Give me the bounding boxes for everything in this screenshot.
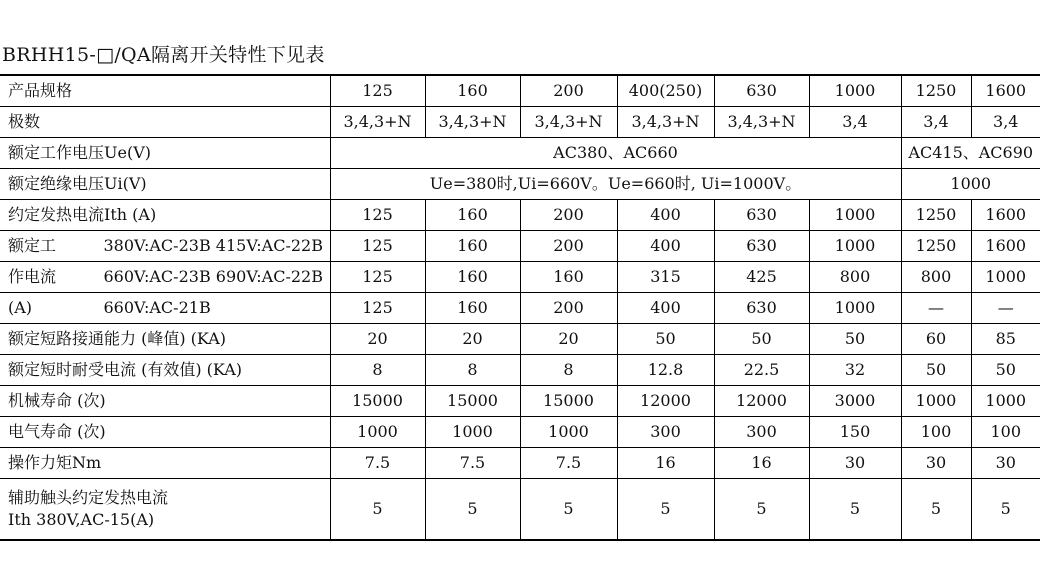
making-cell: 85 xyxy=(971,324,1040,355)
elec-cell: 1000 xyxy=(425,417,520,448)
ie-category: 660V:AC-21B xyxy=(103,298,211,317)
ith-cell: 1600 xyxy=(971,200,1040,231)
aux-cell: 5 xyxy=(617,479,714,541)
elec-cell: 1000 xyxy=(520,417,617,448)
ie-cell: — xyxy=(971,293,1040,324)
ie-cell: 125 xyxy=(330,231,425,262)
table-row-shorttime xyxy=(0,355,1040,386)
spec-table xyxy=(0,74,1040,541)
ui-label: 额定绝缘电压Ui(V) xyxy=(0,169,330,200)
ith-cell: 630 xyxy=(714,200,809,231)
ie-cell: 400 xyxy=(617,293,714,324)
ie-cell: 1000 xyxy=(809,293,901,324)
spec-label: 产品规格 xyxy=(0,75,330,107)
torque-cell: 30 xyxy=(901,448,971,479)
ie-cell: 400 xyxy=(617,231,714,262)
shorttime-cell: 12.8 xyxy=(617,355,714,386)
making-cell: 20 xyxy=(425,324,520,355)
table-row-aux xyxy=(0,479,1040,541)
aux-label-line: 辅助触头约定发热电流 xyxy=(8,488,169,507)
table-row-elec xyxy=(0,417,1040,448)
poles-label: 极数 xyxy=(0,107,330,138)
ie-cell: 160 xyxy=(425,293,520,324)
shorttime-cell: 22.5 xyxy=(714,355,809,386)
ie-cell: 630 xyxy=(714,293,809,324)
aux-cell: 5 xyxy=(425,479,520,541)
spec-cell: 1250 xyxy=(901,75,971,107)
spec-cell: 200 xyxy=(520,75,617,107)
spec-cell: 1600 xyxy=(971,75,1040,107)
ie-cell: 160 xyxy=(425,262,520,293)
elec-cell: 1000 xyxy=(330,417,425,448)
shorttime-cell: 8 xyxy=(520,355,617,386)
ith-cell: 125 xyxy=(330,200,425,231)
ie-label-part: (A) xyxy=(8,298,33,317)
ie-cell: 1000 xyxy=(971,262,1040,293)
aux-cell: 5 xyxy=(901,479,971,541)
table-row-ue xyxy=(0,138,1040,169)
ie-cell: 1600 xyxy=(971,231,1040,262)
torque-cell: 30 xyxy=(809,448,901,479)
aux-cell: 5 xyxy=(809,479,901,541)
elec-cell: 100 xyxy=(971,417,1040,448)
mech-cell: 1000 xyxy=(901,386,971,417)
shorttime-cell: 50 xyxy=(971,355,1040,386)
poles-cell: 3,4,3+N xyxy=(425,107,520,138)
spec-cell: 125 xyxy=(330,75,425,107)
spec-cell: 400(250) xyxy=(617,75,714,107)
table-row-ith xyxy=(0,200,1040,231)
ith-cell: 160 xyxy=(425,200,520,231)
ie-cell: 125 xyxy=(330,262,425,293)
ue-label: 额定工作电压Ue(V) xyxy=(0,138,330,169)
torque-cell: 7.5 xyxy=(425,448,520,479)
ie-cell: 1000 xyxy=(809,231,901,262)
spec-cell: 630 xyxy=(714,75,809,107)
ie-label xyxy=(0,262,330,293)
making-cell: 50 xyxy=(617,324,714,355)
mech-cell: 1000 xyxy=(971,386,1040,417)
ie-label-part: 额定工 xyxy=(8,236,57,255)
ie-cell: 160 xyxy=(520,262,617,293)
ie-cell: 800 xyxy=(809,262,901,293)
aux-cell: 5 xyxy=(714,479,809,541)
table-row-ui xyxy=(0,169,1040,200)
ie-cell: 125 xyxy=(330,293,425,324)
shorttime-label: 额定短时耐受电流 (有效值) (KA) xyxy=(0,355,330,386)
ui-value-main: Ue=380时,Ui=660V。Ue=660时, Ui=1000V。 xyxy=(330,169,901,200)
mech-cell: 12000 xyxy=(714,386,809,417)
table-caption: BRHH15-□/QA隔离开关特性下见表 xyxy=(2,44,325,66)
shorttime-cell: 8 xyxy=(425,355,520,386)
shorttime-cell: 50 xyxy=(901,355,971,386)
aux-cell: 5 xyxy=(971,479,1040,541)
poles-cell: 3,4,3+N xyxy=(617,107,714,138)
ie-cell: 630 xyxy=(714,231,809,262)
making-cell: 20 xyxy=(330,324,425,355)
shorttime-cell: 8 xyxy=(330,355,425,386)
torque-cell: 30 xyxy=(971,448,1040,479)
aux-cell: 5 xyxy=(330,479,425,541)
ie-cell: 800 xyxy=(901,262,971,293)
ui-value-alt: 1000 xyxy=(901,169,1040,200)
ie-cell: 315 xyxy=(617,262,714,293)
ie-cell: — xyxy=(901,293,971,324)
ue-value-alt: AC415、AC690 xyxy=(901,138,1040,169)
mech-cell: 3000 xyxy=(809,386,901,417)
mech-cell: 15000 xyxy=(520,386,617,417)
elec-cell: 150 xyxy=(809,417,901,448)
ith-cell: 1000 xyxy=(809,200,901,231)
table-row-ie xyxy=(0,293,1040,324)
elec-cell: 100 xyxy=(901,417,971,448)
ith-cell: 200 xyxy=(520,200,617,231)
poles-cell: 3,4 xyxy=(901,107,971,138)
torque-cell: 16 xyxy=(617,448,714,479)
ith-cell: 1250 xyxy=(901,200,971,231)
elec-label: 电气寿命 (次) xyxy=(0,417,330,448)
ith-cell: 400 xyxy=(617,200,714,231)
table-row-mech xyxy=(0,386,1040,417)
making-cell: 20 xyxy=(520,324,617,355)
ie-cell: 200 xyxy=(520,293,617,324)
ie-cell: 1250 xyxy=(901,231,971,262)
poles-cell: 3,4,3+N xyxy=(520,107,617,138)
ie-label-part: 作电流 xyxy=(8,267,57,286)
poles-cell: 3,4,3+N xyxy=(714,107,809,138)
poles-cell: 3,4 xyxy=(971,107,1040,138)
ie-category: 660V:AC-23B 690V:AC-22B xyxy=(103,267,323,286)
torque-cell: 7.5 xyxy=(520,448,617,479)
mech-cell: 15000 xyxy=(425,386,520,417)
table-row-ie xyxy=(0,231,1040,262)
torque-cell: 16 xyxy=(714,448,809,479)
aux-cell: 5 xyxy=(520,479,617,541)
ith-label: 约定发热电流Ith (A) xyxy=(0,200,330,231)
poles-cell: 3,4,3+N xyxy=(330,107,425,138)
elec-cell: 300 xyxy=(617,417,714,448)
making-cell: 50 xyxy=(809,324,901,355)
making-cell: 50 xyxy=(714,324,809,355)
mech-cell: 12000 xyxy=(617,386,714,417)
mech-label: 机械寿命 (次) xyxy=(0,386,330,417)
spec-cell: 1000 xyxy=(809,75,901,107)
table-row-ie xyxy=(0,262,1040,293)
table-row-torque xyxy=(0,448,1040,479)
spec-cell: 160 xyxy=(425,75,520,107)
ie-label xyxy=(0,231,330,262)
shorttime-cell: 32 xyxy=(809,355,901,386)
ue-value-main: AC380、AC660 xyxy=(330,138,901,169)
aux-label-line: Ith 380V,AC-15(A) xyxy=(8,510,155,529)
ie-cell: 425 xyxy=(714,262,809,293)
making-label: 额定短路接通能力 (峰值) (KA) xyxy=(0,324,330,355)
aux-label xyxy=(0,479,330,541)
ie-cell: 200 xyxy=(520,231,617,262)
table-row-making xyxy=(0,324,1040,355)
poles-cell: 3,4 xyxy=(809,107,901,138)
ie-label xyxy=(0,293,330,324)
ie-cell: 160 xyxy=(425,231,520,262)
mech-cell: 15000 xyxy=(330,386,425,417)
table-row-poles xyxy=(0,107,1040,138)
torque-label: 操作力矩Nm xyxy=(0,448,330,479)
torque-cell: 7.5 xyxy=(330,448,425,479)
elec-cell: 300 xyxy=(714,417,809,448)
table-row-spec xyxy=(0,75,1040,107)
making-cell: 60 xyxy=(901,324,971,355)
ie-category: 380V:AC-23B 415V:AC-22B xyxy=(103,236,323,255)
